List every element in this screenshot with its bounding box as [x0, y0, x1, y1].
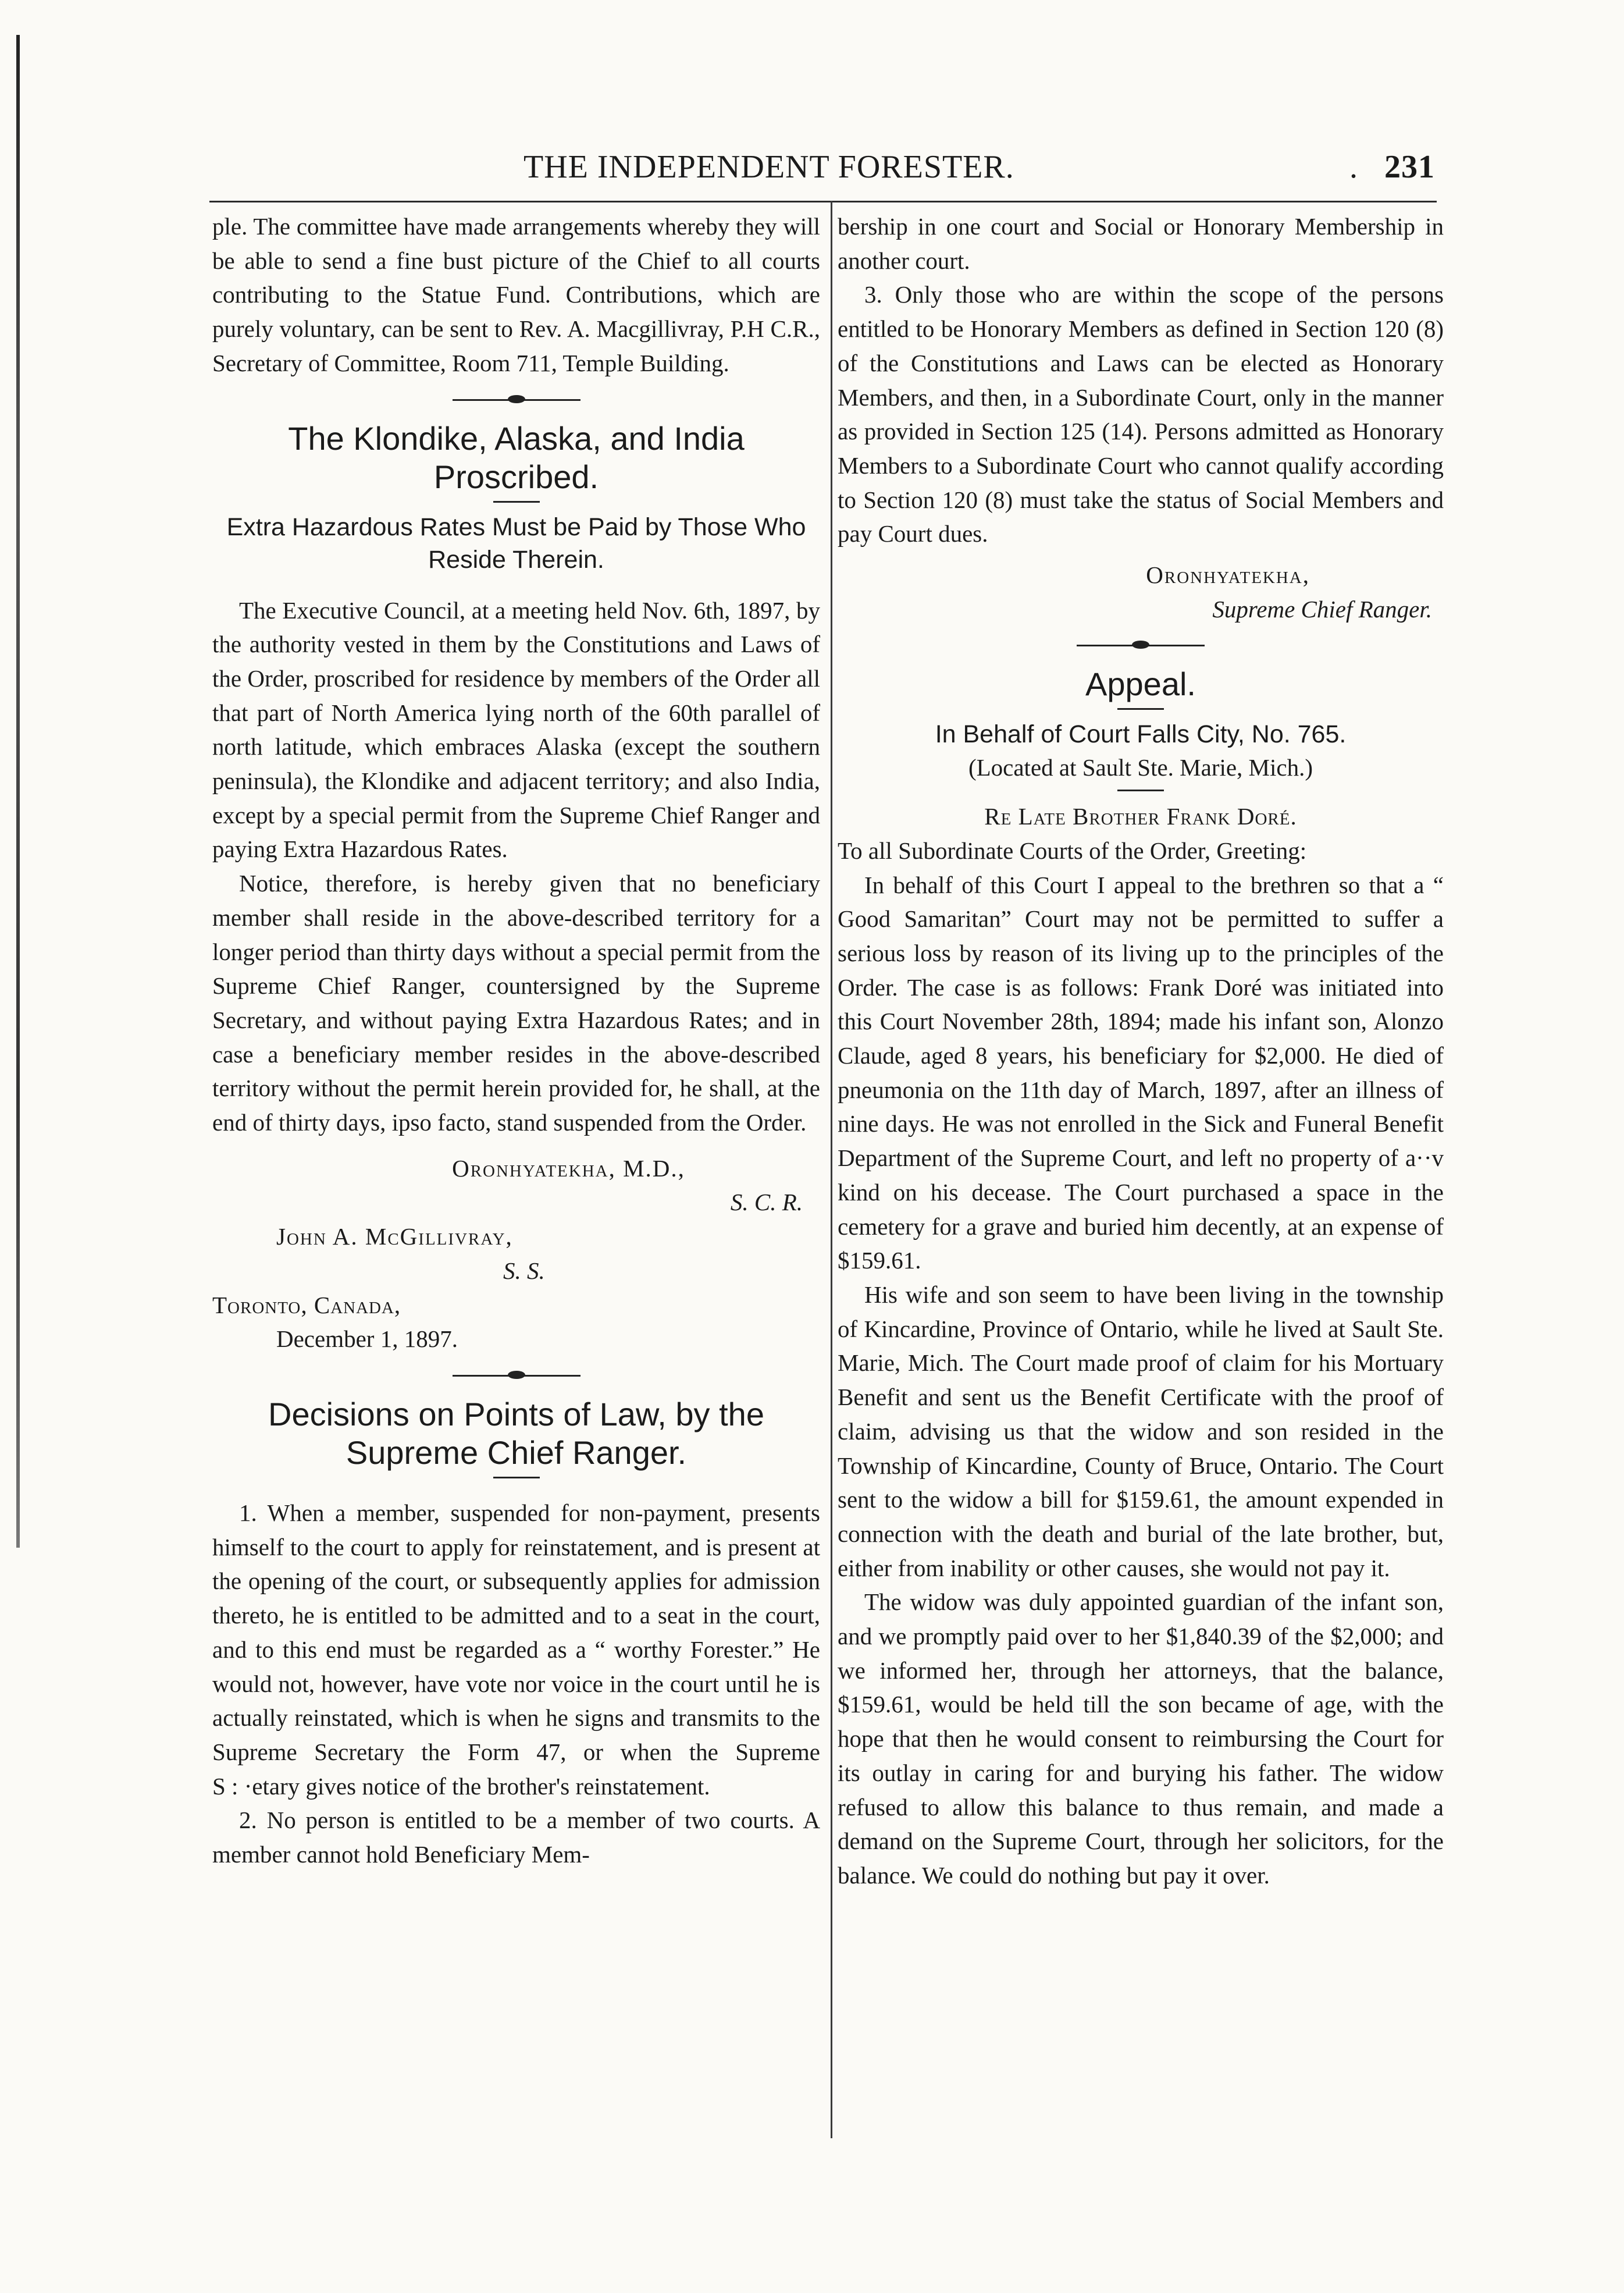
appeal-location: (Located at Sault Ste. Marie, Mich.) [968, 754, 1313, 781]
decision-3-paragraph: 3. Only those who are within the scope of the persons entitled to be Honorary Members as defined in Section 120 (8) of the Constitutions and Laws can be elected as Honorary Members, and then, in a Subordinate Court, only in the manner as provided in Section 125 (14). Persons admitted as Honorary Members to a Subordinate Court who cannot qualify according to Section 120 (8) must take the status of Social Members and pay Court dues. [838, 281, 1444, 548]
publication-title: THE INDEPENDENT FORESTER. [523, 149, 1014, 185]
column-divider [831, 201, 832, 2138]
short-rule [1117, 708, 1164, 710]
short-rule [493, 1477, 540, 1478]
appeal-subheading-court: In Behalf of Court Falls City, No. 765. [935, 720, 1347, 749]
section-ornament [453, 399, 580, 401]
appeal-paragraph-3: The widow was duly appointed guardian of the infant son, and we promptly paid over to her $1,840.39 of the $2,000; and we informed her, through her attorneys, that the balance, $159.61, would be held till the son became of age, with the hope that then he would consent to reimbursing the Court for its outlay in caring for and burying his father. The widow refused to allow this balance to thus remain, and made a demand on the Supreme Court, through her solicitors, for the balance. We could do nothing but pay it over. [838, 1588, 1444, 1889]
notice-paragraph: Notice, therefore, is hereby given that no beneficiary member shall reside in the above-described territory for a longer period than thirty days without a special permit from the Supreme Chief Ranger, countersigned by the Supreme Secretary, and without paying Extra Hazardous Rates; and in case a beneficiary member resides in the above-described territory without the permit herein provided for, he shall, at the end of thirty days, ipso facto, stand suspended from the Order. [212, 870, 820, 1136]
signature-oronhyatekha: Oronhyatekha, M.D., [452, 1154, 685, 1182]
page-number: 231 [1384, 149, 1435, 185]
appeal-paragraph-2: His wife and son seem to have been living in the township of Kincardine, Province of Ontario, while he lived at Sault Ste. Marie, Mich. The Court made proof of claim for his Mortuary Benefit and sent us the Benefit Certificate with the proof of claim, advising us that the widow and son resided in the Township of Kincardine, County of Bruce, Ontario. The Court sent to the widow a bill for $159.61, the amount expended in connection with the death and burial of the late brother, but, either from inability or other causes, she would not pay it. [838, 1281, 1444, 1581]
appeal-heading: Appeal. [1085, 666, 1196, 703]
section-ornament [1077, 645, 1205, 646]
signature-title-scr: S. C. R. [730, 1189, 803, 1216]
decision-2-continued: bership in one court and Social or Honorary Membership in another court. [838, 213, 1444, 274]
klondike-subheading: Extra Hazardous Rates Must be Paid by Those Who Reside Therein. [226, 513, 806, 574]
short-rule [493, 501, 540, 503]
signature-title-ss: S. S. [503, 1257, 545, 1284]
place-line: Toronto, Canada, [212, 1291, 401, 1318]
signature-mcgillivray: John A. McGillivray, [276, 1223, 513, 1250]
klondike-heading: The Klondike, Alaska, and India Proscribed. [288, 420, 745, 495]
executive-council-paragraph: The Executive Council, at a meeting held Nov. 6th, 1897, by the authority vested in them by the Constitutions and Laws of the Order, proscribed for residence by members of the Order all that part of North America lying north of the 60th parallel of north latitude, which embraces Alaska (except the southern peninsula), the Klondike and adjacent territory; and also India, except by a special permit from the Supreme Chief Ranger and paying Extra Hazardous Rates. [212, 596, 820, 863]
greeting-line: To all Subordinate Courts of the Order, Greeting: [838, 837, 1307, 864]
statue-fund-paragraph: ple. The committee have made arrangements whereby they will be able to send a fine bust picture of the Chief to all courts contributing to the Statue Fund. Contributions, which are purely voluntary, can be sent to Rev. A. Macgillivray, P.H C.R., Secretary of Committee, Room 711, Temple Building. [212, 213, 820, 376]
scan-edge-shadow [16, 35, 20, 1548]
date-line: December 1, 1897. [276, 1325, 458, 1353]
right-column [838, 209, 1444, 1893]
section-ornament [453, 1375, 580, 1377]
signature-oronhyatekha-right: Oronhyatekha, [1146, 561, 1310, 589]
decisions-heading: Decisions on Points of Law, by the Supreme Chief Ranger. [268, 1395, 764, 1471]
decision-2-paragraph: 2. No person is entitled to be a member of two courts. A member cannot hold Beneficiary Mem- [212, 1807, 820, 1868]
decision-1-paragraph: 1. When a member, suspended for non-payment, presents himself to the court to apply for reinstatement, and is present at the opening of the court, or subsequently applies for admission thereto, he is entitled to be admitted and to a seat in the court, and to this end must be regarded as a “ worthy Forester.” He would not, however, have vote nor voice in the court until he is actually reinstated, which is when he signs and transmits to the Supreme Secretary the Form 47, or when the Supreme S : ·etary gives notice of the brother's reinstatement. [212, 1499, 820, 1800]
header-dot: . [1349, 149, 1358, 185]
appeal-paragraph-1: In behalf of this Court I appeal to the brethren so that a “ Good Samaritan” Court may not be permitted to suffer a serious loss by reason of its living up to the principles of the Order. The case is as follows: Frank Doré was initiated into this Court November 28th, 1894; made his infant son, Alonzo Claude, aged 8 years, his beneficiary for $2,000. He died of pneumonia on the 11th day of March, 1897, after an illness of nine days. He was not enrolled in the Sick and Funeral Benefit Department of the Supreme Court, and left no property of a··v kind on his decease. The Court purchased a space in the cemetery for a grave and buried him decently, at an expense of $159.61. [838, 871, 1444, 1274]
re-line: Re Late Brother Frank Doré. [984, 803, 1297, 830]
left-column [212, 209, 820, 1872]
signature-title-supreme: Supreme Chief Ranger. [1212, 595, 1432, 623]
short-rule [1117, 790, 1164, 791]
header-rule [209, 201, 1437, 202]
